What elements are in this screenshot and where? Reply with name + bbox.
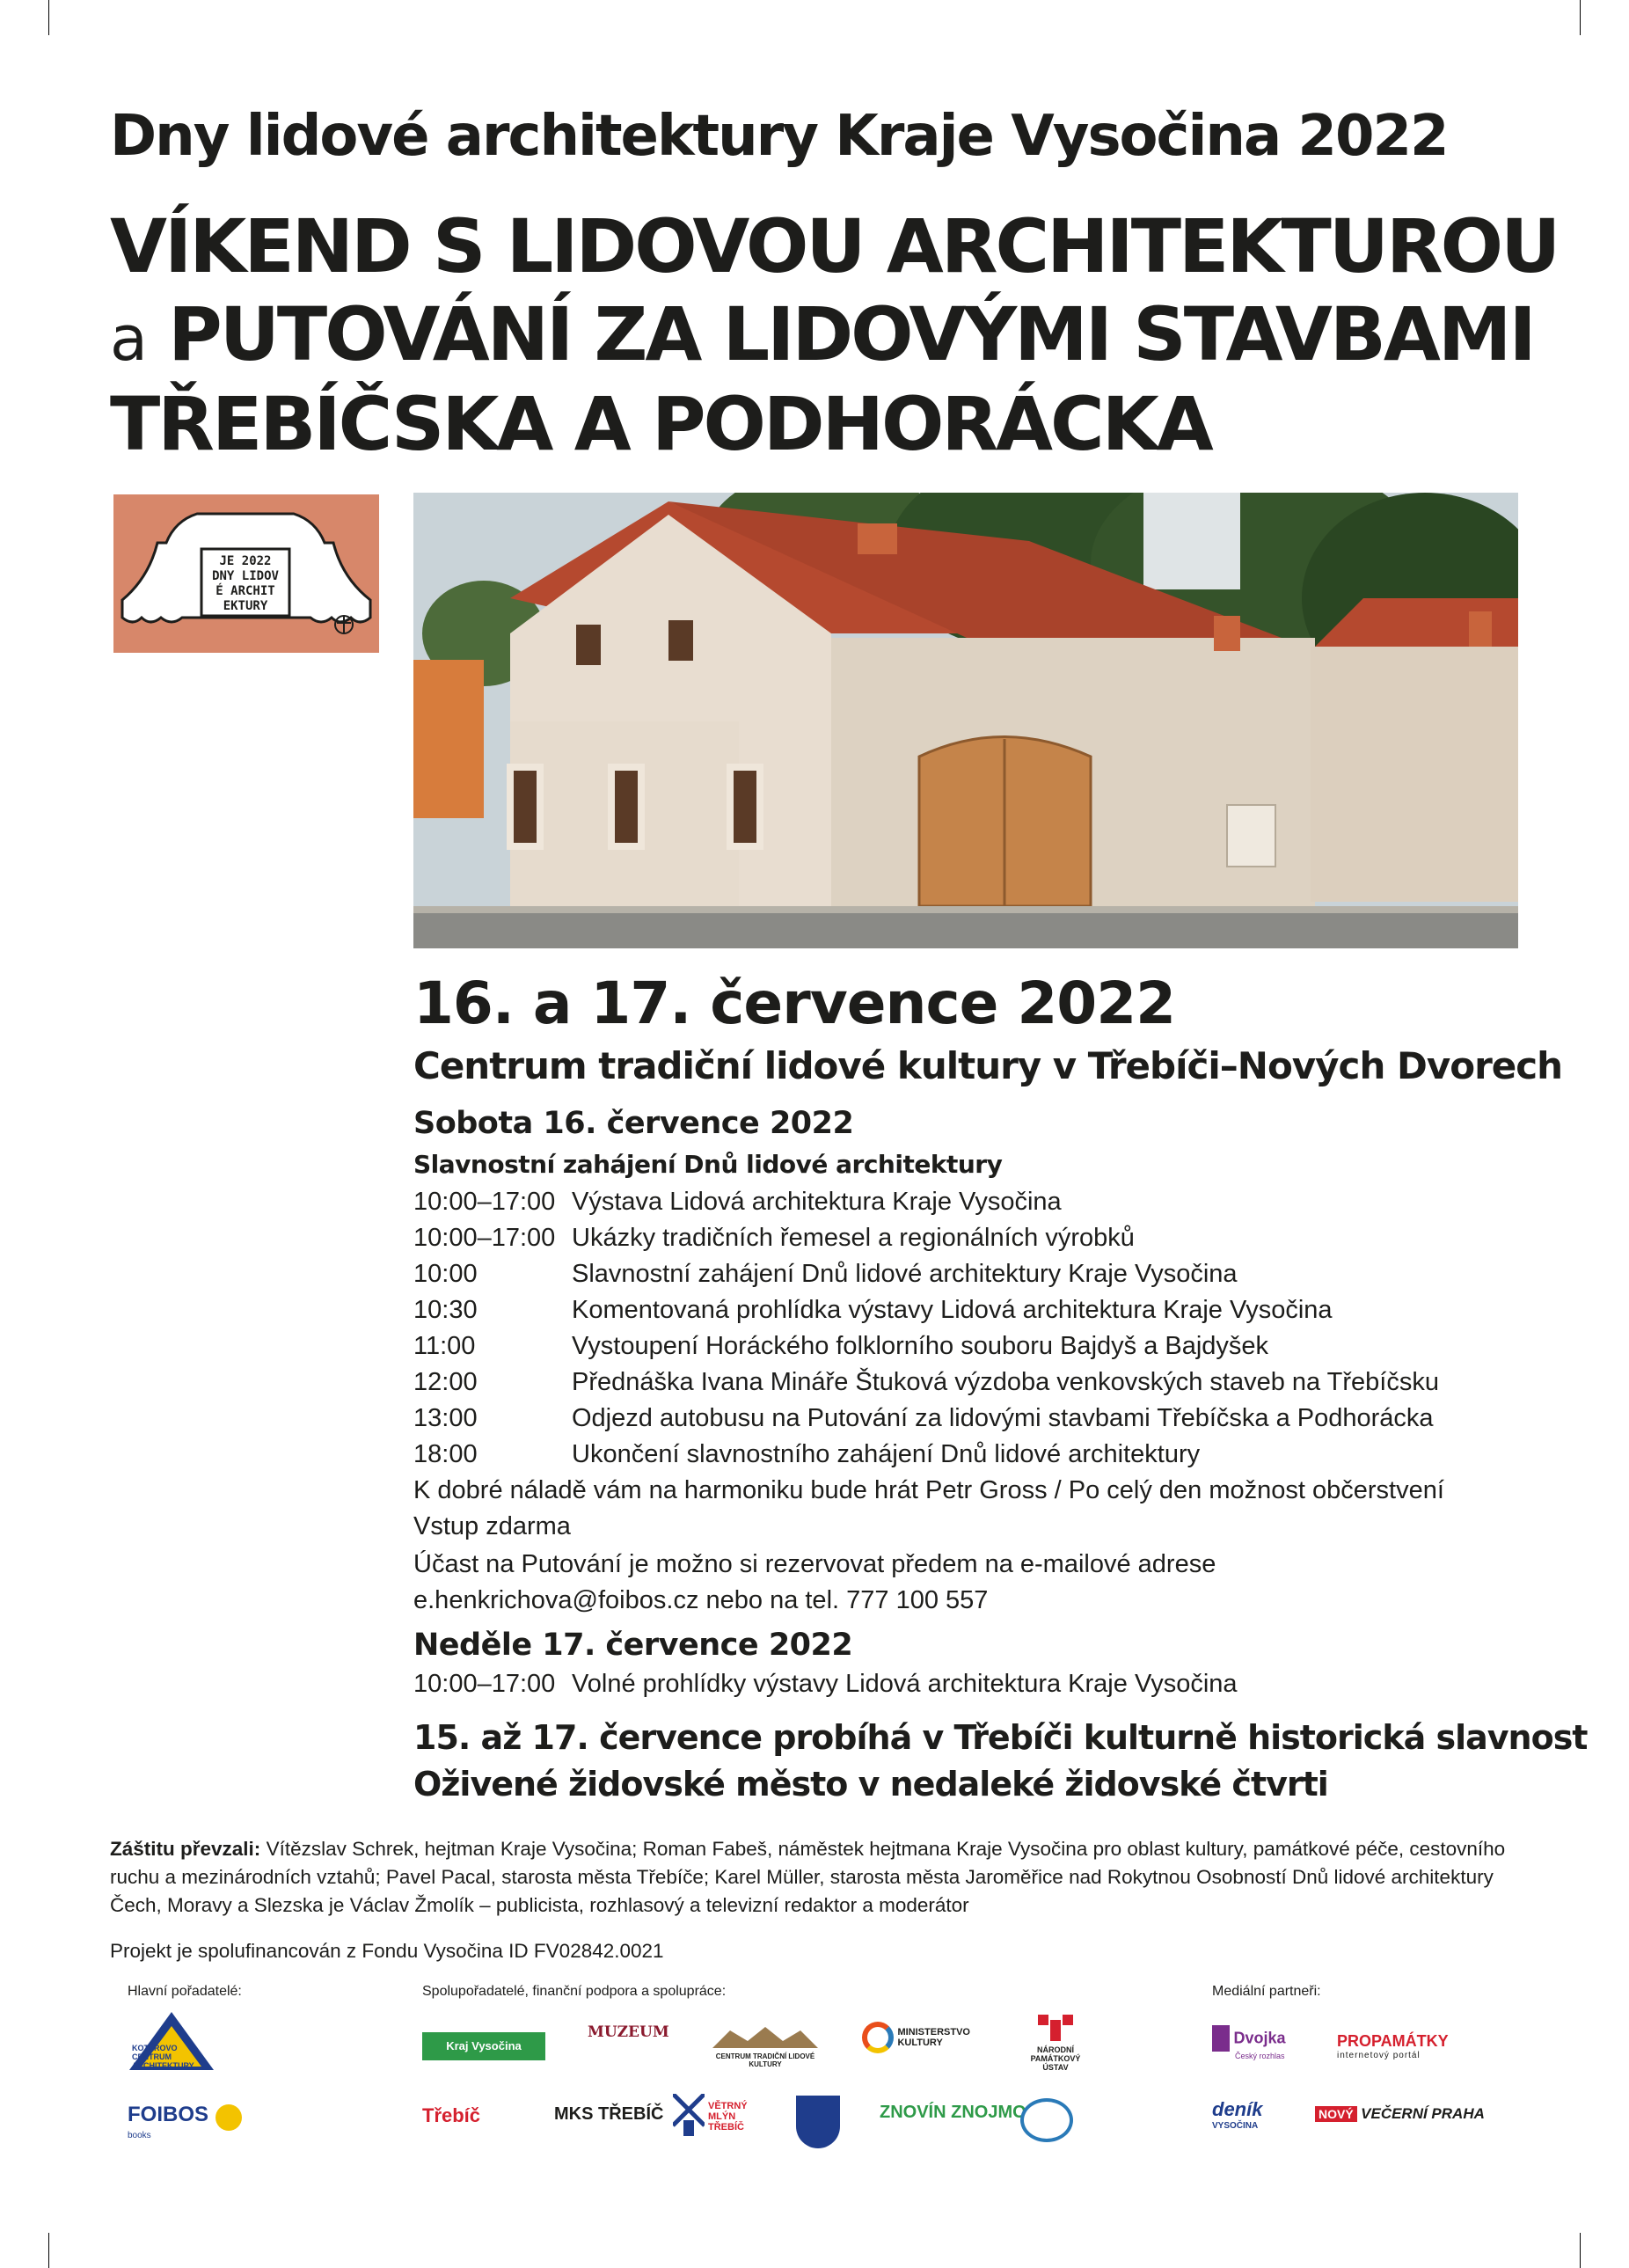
denik-logo: [1212, 2098, 1262, 2131]
program-text: Volné prohlídky výstavy Lidová architektura Kraje Vysočina: [572, 1670, 1238, 1698]
patronage-text: Vítězslav Schrek, hejtman Kraje Vysočina; Roman Fabeš, náměstek hejtmana Kraje Vysočina pro oblast kultury, památkové péče, cestovního ruchu a mezinárodních vztahů; Pavel Pacal, starosta města Třebíče; Karel Müller, starosta města Jaroměřice nad Rokytnou Osobností Dnů lidové architektury Čech, Moravy a Slezska je Václav Žmolík – publicista, rozhlasový a televizní redaktor a moderátor: [110, 1838, 1506, 1916]
program-text: Ukončení slavnostního zahájení Dnů lidové architektury: [572, 1440, 1201, 1468]
crop-mark: [48, 2233, 49, 2268]
program-item: [413, 1440, 1200, 1469]
program-item: [413, 1296, 1333, 1325]
media-partners-label: Mediální partneři:: [1212, 1984, 1321, 1999]
contact-note: e.henkrichova@foibos.cz nebo na tel. 777 100 557: [413, 1586, 989, 1614]
windmill-logo: [673, 2094, 770, 2140]
dvojka-logo: [1212, 2025, 1285, 2060]
program-item: [413, 1260, 1238, 1289]
festival-note-line2: Oživené židovské město v nedaleké židovské čtvrti: [413, 1765, 1328, 1803]
propamatky-text: PROPAMÁTKY: [1337, 2032, 1449, 2050]
ctlk-logo: [704, 2023, 827, 2068]
ministry-text: MINISTERSTVO KULTURY: [897, 2027, 970, 2048]
dvojka-text: Dvojka: [1233, 2029, 1286, 2047]
co-organizers-label: Spolupořadatelé, finanční podpora a spolupráce:: [422, 1984, 727, 1999]
windmill-text: VĚTRNÝ MLÝN TŘEBÍČ: [708, 2101, 748, 2133]
event-series-title: Dny lidové architektury Kraje Vysočina 2022: [110, 104, 1448, 169]
npu-logo: [1020, 2015, 1091, 2072]
program-item: [413, 1188, 1062, 1217]
entry-note: Vstup zdarma: [413, 1512, 571, 1540]
main-title-line1: VÍKEND S LIDOVOU ARCHITEKTUROU: [110, 203, 1559, 289]
logo-text-3: É ARCHIT: [215, 584, 275, 598]
program-item: [413, 1404, 1434, 1433]
logo-text-1: JE 2022: [219, 554, 272, 568]
program-text: Ukázky tradičních řemesel a regionálních výrobků: [572, 1224, 1135, 1252]
main-title-line2-text: PUTOVÁNÍ ZA LIDOVÝMI STAVBAMI: [168, 291, 1534, 377]
program-item: [413, 1368, 1439, 1397]
crop-mark: [48, 0, 49, 35]
npu-text: NÁRODNÍ PAMÁTKOVÝ ÚSTAV: [1030, 2045, 1081, 2072]
crop-mark: [1580, 0, 1581, 35]
program-time: 10:00–17:00: [413, 1670, 556, 1698]
program-text: Odjezd autobusu na Putování za lidovými stavbami Třebíčska a Podhorácka: [572, 1404, 1434, 1432]
program-time: 10:00–17:00: [413, 1188, 556, 1216]
denik-sub: VYSOČINA: [1212, 2121, 1259, 2131]
saturday-title: Sobota 16. července 2022: [413, 1106, 854, 1141]
sunday-title: Neděle 17. července 2022: [413, 1628, 853, 1663]
vecerni-praha-logo: [1315, 2105, 1485, 2123]
event-date: 16. a 17. července 2022: [413, 969, 1176, 1037]
program-item: [413, 1670, 1238, 1699]
program-text: Výstava Lidová architektura Kraje Vysočina: [572, 1188, 1062, 1216]
mks-logo: MKS TŘEBÍČ: [554, 2104, 664, 2124]
program-time: 10:00: [413, 1260, 478, 1288]
ctlk-text: CENTRUM TRADIČNÍ LIDOVÉ KULTURY: [715, 2052, 815, 2068]
program-time: 13:00: [413, 1404, 478, 1432]
program-text: Vystoupení Horáckého folklorního souboru Bajdyš a Bajdyšek: [572, 1332, 1269, 1360]
propamatky-logo: [1337, 2032, 1449, 2060]
ministry-culture-logo: [862, 2022, 994, 2053]
znovin-logo: ZNOVÍN ZNOJMO: [880, 2103, 1026, 2122]
event-logo: [113, 494, 379, 653]
reservation-note: Účast na Putování je možno si rezervovat předem na e-mailové adrese: [413, 1550, 1216, 1578]
event-venue: Centrum tradiční lidové kultury v Třebíči–Nových Dvorech: [413, 1044, 1563, 1087]
music-note: K dobré náladě vám na harmoniku bude hrát Petr Gross / Po celý den možnost občerstvení: [413, 1476, 1444, 1504]
program-time: 18:00: [413, 1440, 478, 1468]
dvojka-icon: [1212, 2025, 1230, 2052]
festival-note-line1: 15. až 17. července probíhá v Třebíči kulturně historická slavnost: [413, 1718, 1588, 1757]
house-photo: [413, 493, 1518, 948]
novy-badge: NOVÝ: [1315, 2106, 1357, 2122]
foibos-sub: books: [128, 2130, 151, 2140]
propamatky-sub: internetový portál: [1337, 2051, 1421, 2060]
main-title-line2: [110, 290, 1534, 383]
kraj-vysocina-logo: Kraj Vysočina: [422, 2032, 545, 2060]
program-item: [413, 1332, 1268, 1361]
program-time: 12:00: [413, 1368, 478, 1396]
program-time: 10:30: [413, 1296, 478, 1324]
main-organizers-label: Hlavní pořadatelé:: [128, 1984, 242, 1999]
program-text: Přednáška Ivana Mináře Štuková výzdoba venkovských staveb na Třebíčsku: [572, 1368, 1439, 1396]
badge-logo-icon: [1020, 2098, 1073, 2142]
title-connector: a: [110, 303, 145, 375]
program-text: Komentovaná prohlídka výstavy Lidová architektura Kraje Vysočina: [572, 1296, 1333, 1324]
logo-text-2: DNY LIDOV: [212, 569, 279, 583]
kotera-center-logo: [128, 2010, 215, 2076]
muzeum-logo: MUZEUM: [588, 2023, 669, 2041]
program-text: Slavnostní zahájení Dnů lidové architektury Kraje Vysočina: [572, 1260, 1238, 1288]
program-time: 11:00: [413, 1332, 476, 1360]
patronage: [110, 1835, 1535, 1920]
program-item: [413, 1224, 1135, 1253]
kotera-text: KOTĚROVO CENTRUM ARCHITEKTURY: [132, 2044, 194, 2070]
town-crest-icon: [796, 2096, 840, 2148]
logo-text-4: EKTURY: [223, 599, 268, 613]
foibos-text: FOIBOS: [128, 2103, 209, 2126]
trebic-logo: Třebíč: [422, 2104, 481, 2126]
dvojka-sub: Český rozhlas: [1235, 2052, 1285, 2060]
patronage-label: Záštitu převzali:: [110, 1838, 261, 1860]
ministry-icon: [862, 2022, 894, 2053]
main-title-line3: TŘEBÍČSKA A PODHORÁCKA: [110, 381, 1211, 467]
project-funding: Projekt je spolufinancován z Fondu Vysočina ID FV02842.0021: [110, 1940, 664, 1962]
program-time: 10:00–17:00: [413, 1224, 556, 1252]
saturday-subtitle: Slavnostní zahájení Dnů lidové architektury: [413, 1150, 1003, 1179]
sun-icon: [215, 2104, 242, 2131]
vecerni-praha-text: VEČERNÍ PRAHA: [1361, 2105, 1485, 2122]
denik-text: deník: [1212, 2098, 1263, 2120]
crop-mark: [1580, 2233, 1581, 2268]
foibos-logo: [128, 2103, 242, 2140]
